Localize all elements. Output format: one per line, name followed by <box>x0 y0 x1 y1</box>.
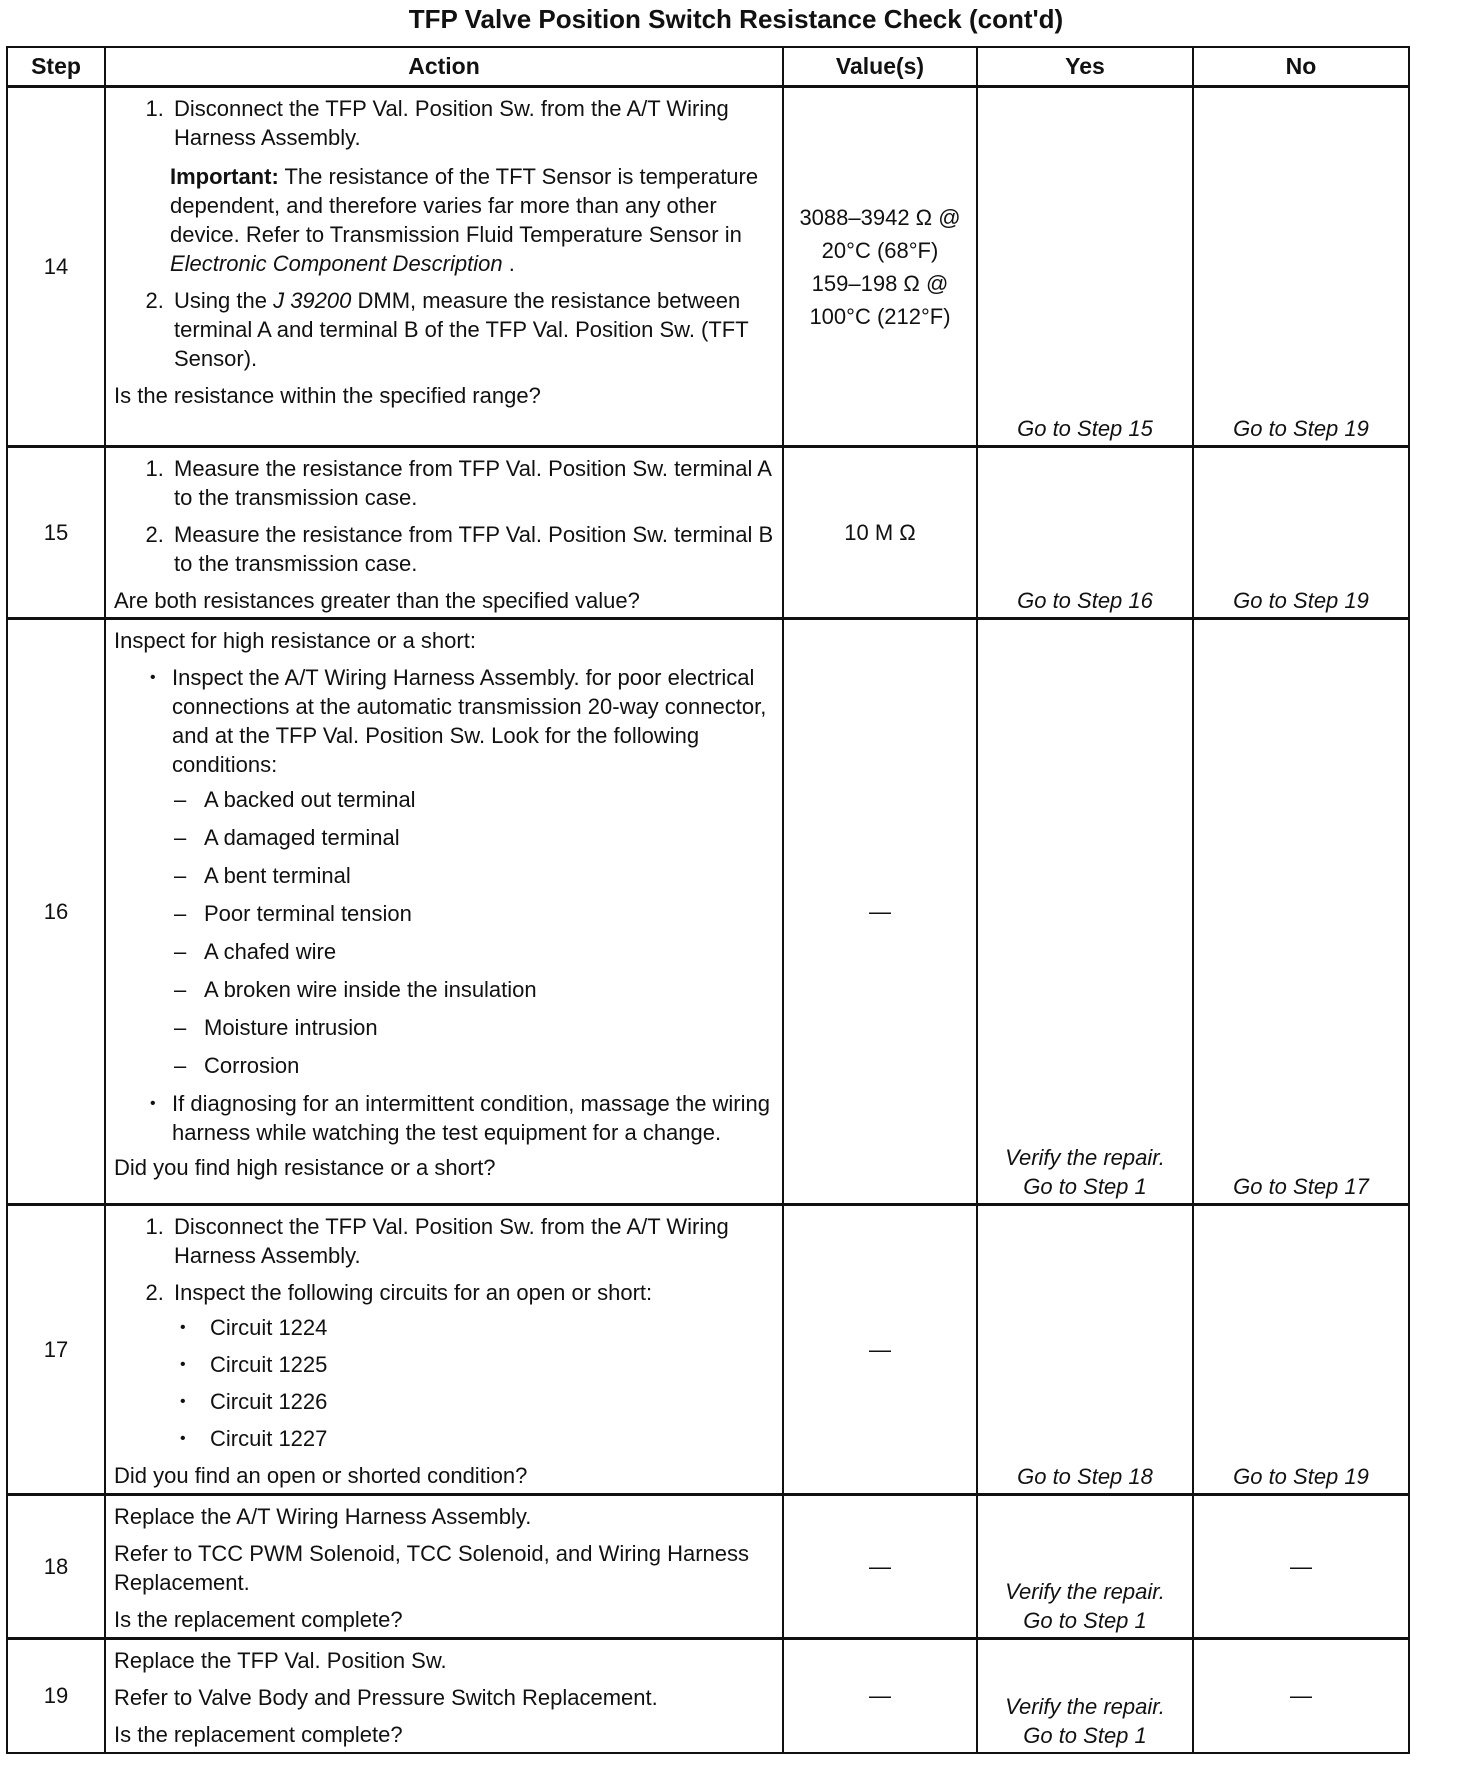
tool-reference: J 39200 <box>273 288 352 313</box>
table-row-step-17 <box>7 1205 1409 1495</box>
table-row-step-14 <box>7 87 1409 447</box>
table-row-step-16 <box>7 619 1409 1205</box>
yes-result: Go to Step 15 <box>977 87 1193 447</box>
column-header-action: Action <box>105 47 783 87</box>
column-header-value: Value(s) <box>783 47 977 87</box>
step-number: 16 <box>7 619 105 1205</box>
yes-result <box>977 1495 1193 1639</box>
column-header-yes: Yes <box>977 47 1193 87</box>
step-question: Are both resistances greater than the specified value? <box>114 588 640 613</box>
table-row-step-19 <box>7 1639 1409 1753</box>
bullet-item <box>172 663 776 1080</box>
condition-item: – A damaged terminal <box>204 823 776 852</box>
step-question: Did you find an open or shorted condition? <box>114 1463 528 1488</box>
no-result: — <box>1193 1495 1409 1639</box>
action-text: Using the <box>174 288 267 313</box>
step-action <box>105 619 783 1205</box>
value-line: 159–198 Ω @ <box>811 270 949 296</box>
action-item <box>170 286 776 373</box>
step-question: Is the replacement complete? <box>114 1607 403 1632</box>
action-text: DMM, measure the resistance between terminal A and terminal B of the TFP Val. Position Sw. (TFT Sensor). <box>174 288 749 371</box>
action-item: 1. Measure the resistance from TFP Val. Position Sw. terminal A to the transmission case. <box>170 454 776 512</box>
circuit-item: • Circuit 1226 <box>206 1387 776 1416</box>
condition-item: – A backed out terminal <box>204 785 776 814</box>
reference-link: Electronic Component Description <box>170 251 503 276</box>
yes-line: Go to Step 1 <box>1023 1608 1147 1633</box>
action-text: Refer to Valve Body and Pressure Switch Replacement. <box>114 1685 658 1710</box>
condition-item: – A chafed wire <box>204 937 776 966</box>
action-text: Replace the A/T Wiring Harness Assembly. <box>114 1504 532 1529</box>
condition-item: – Corrosion <box>204 1051 776 1080</box>
step-action <box>105 447 783 619</box>
condition-item: – Poor terminal tension <box>204 899 776 928</box>
value-line: 20°C (68°F) <box>821 237 939 263</box>
action-intro: Inspect for high resistance or a short: <box>114 628 476 653</box>
yes-line: Go to Step 1 <box>1023 1722 1147 1748</box>
step-value: — <box>783 619 977 1205</box>
step-question: Is the resistance within the specified range? <box>114 383 541 408</box>
circuit-list <box>174 1313 776 1453</box>
yes-line: Go to Step 1 <box>1023 1174 1147 1199</box>
step-action <box>105 1495 783 1639</box>
value-line: 3088–3942 Ω @ <box>799 204 961 230</box>
yes-result: Go to Step 18 <box>977 1205 1193 1495</box>
table-header-row <box>7 47 1409 87</box>
yes-line: Verify the repair. <box>1005 1579 1165 1604</box>
important-note <box>170 162 776 278</box>
yes-result: Go to Step 16 <box>977 447 1193 619</box>
action-list <box>114 454 776 578</box>
circuit-item: • Circuit 1225 <box>206 1350 776 1379</box>
bullet-list <box>114 663 776 1147</box>
condition-item: – Moisture intrusion <box>204 1013 776 1042</box>
yes-line: Verify the repair. <box>1005 1693 1165 1719</box>
page-title: TFP Valve Position Switch Resistance Check (cont'd) <box>408 4 1064 34</box>
no-result: Go to Step 19 <box>1193 87 1409 447</box>
important-end: . <box>508 251 515 276</box>
no-result: Go to Step 19 <box>1193 1205 1409 1495</box>
yes-line: Verify the repair. <box>1005 1145 1165 1170</box>
value-line: 100°C (212°F) <box>809 303 951 329</box>
condition-item: – A bent terminal <box>204 861 776 890</box>
step-number: 14 <box>7 87 105 447</box>
column-header-no: No <box>1193 47 1409 87</box>
circuit-item: • Circuit 1224 <box>206 1313 776 1342</box>
step-number: 15 <box>7 447 105 619</box>
action-item: 2. Measure the resistance from TFP Val. Position Sw. terminal B to the transmission case. <box>170 520 776 578</box>
condition-list <box>172 785 776 1080</box>
no-result: — <box>1193 1639 1409 1753</box>
action-text: Inspect the A/T Wiring Harness Assembly. for poor electrical connections at the automatic transmission 20-way connector, and at the TFP Val. Position Sw. Look for the following conditions: <box>172 665 767 777</box>
step-action <box>105 1639 783 1753</box>
action-item: 1. Disconnect the TFP Val. Position Sw. from the A/T Wiring Harness Assembly. <box>170 1212 776 1270</box>
action-item <box>170 1278 776 1453</box>
action-text: Replace the TFP Val. Position Sw. <box>114 1648 447 1673</box>
important-text: The resistance of the TFT Sensor is temperature dependent, and therefore varies far more than any other device. Refer to Transmission Fluid Temperature Sensor in <box>170 164 759 247</box>
step-number: 18 <box>7 1495 105 1639</box>
no-result: Go to Step 17 <box>1193 619 1409 1205</box>
step-question: Is the replacement complete? <box>114 1722 403 1747</box>
step-action <box>105 1205 783 1495</box>
step-value: — <box>783 1639 977 1753</box>
step-value: 10 M Ω <box>783 447 977 619</box>
column-header-step: Step <box>7 47 105 87</box>
step-number: 17 <box>7 1205 105 1495</box>
yes-result <box>977 619 1193 1205</box>
action-list <box>114 1212 776 1453</box>
step-number: 19 <box>7 1639 105 1753</box>
table-row-step-15 <box>7 447 1409 619</box>
action-list <box>114 94 776 373</box>
step-value: — <box>783 1205 977 1495</box>
circuit-item: • Circuit 1227 <box>206 1424 776 1453</box>
step-action <box>105 87 783 447</box>
action-text: Disconnect the TFP Val. Position Sw. from the A/T Wiring Harness Assembly. <box>174 96 729 150</box>
step-question: Did you find high resistance or a short? <box>114 1155 496 1180</box>
action-text: Refer to TCC PWM Solenoid, TCC Solenoid, and Wiring Harness Replacement. <box>114 1541 749 1595</box>
procedure-table <box>6 46 1410 1754</box>
important-label: Important: <box>170 164 279 189</box>
yes-result <box>977 1639 1193 1753</box>
step-value: — <box>783 1495 977 1639</box>
condition-item: – A broken wire inside the insulation <box>204 975 776 1004</box>
step-value <box>783 87 977 447</box>
bullet-item: • If diagnosing for an intermittent condition, massage the wiring harness while watching the test equipment for a change. <box>172 1089 776 1147</box>
action-item <box>170 94 776 278</box>
no-result: Go to Step 19 <box>1193 447 1409 619</box>
action-text: Inspect the following circuits for an open or short: <box>174 1280 653 1305</box>
table-row-step-18 <box>7 1495 1409 1639</box>
